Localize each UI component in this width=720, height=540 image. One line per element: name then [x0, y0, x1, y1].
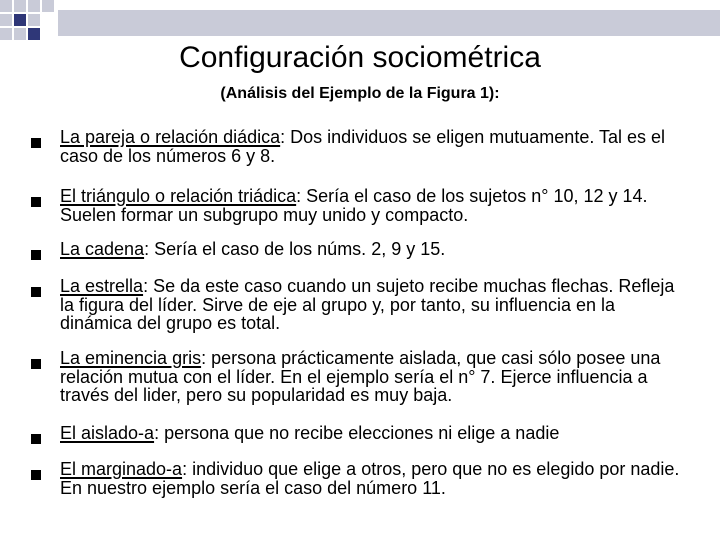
decor-square — [0, 0, 12, 12]
item-text — [60, 240, 685, 259]
item-text — [60, 460, 685, 497]
item-text — [60, 187, 685, 224]
item-term: La estrella — [60, 276, 144, 296]
bullet-square-icon — [31, 287, 41, 297]
decor-square — [14, 28, 26, 40]
item-term: El triángulo o relación triádica — [60, 186, 297, 206]
item-text — [60, 277, 685, 333]
decor-square — [28, 14, 40, 26]
header-bar — [58, 10, 720, 36]
item-term: La pareja o relación diádica — [60, 127, 281, 147]
item-text — [60, 128, 685, 165]
decor-square — [14, 14, 26, 26]
bullet-square-icon — [31, 470, 41, 480]
bullet-square-icon — [31, 138, 41, 148]
decor-square — [28, 0, 40, 12]
bullet-square-icon — [31, 434, 41, 444]
item-text — [60, 424, 685, 443]
decor-square — [14, 0, 26, 12]
item-term: La cadena — [60, 239, 145, 259]
decor-square — [42, 0, 54, 12]
decor-square — [28, 28, 40, 40]
item-term: El aislado-a — [60, 423, 155, 443]
slide-subtitle: (Análisis del Ejemplo de la Figura 1): — [220, 85, 500, 102]
item-description: : Sería el caso de los núms. 2, 9 y 15. — [144, 239, 446, 259]
item-description: : persona que no recibe elecciones ni elige a nadie — [154, 423, 560, 443]
bullet-square-icon — [31, 197, 41, 207]
item-description: : individuo que elige a otros, pero que no es elegido por nadie. En nuestro ejemplo sería el caso del número 11. — [60, 459, 680, 498]
item-description: : Sería el caso de los sujetos n° 10, 12 y 14. Suelen formar un subgrupo muy unido y compacto. — [60, 186, 648, 225]
header-decoration — [0, 0, 720, 44]
decor-square — [0, 28, 12, 40]
item-description: : Se da este caso cuando un sujeto recibe muchas flechas. Refleja la figura del líder. Sirve de eje al grupo y, por tanto, su influencia en la dinámica del grupo es total. — [60, 276, 675, 333]
item-text — [60, 349, 685, 405]
bullet-square-icon — [31, 359, 41, 369]
item-term: El marginado-a — [60, 459, 183, 479]
item-description: : Dos individuos se eligen mutuamente. Tal es el caso de los números 6 y 8. — [60, 127, 666, 166]
bullet-square-icon — [31, 250, 41, 260]
decor-square — [0, 14, 12, 26]
slide-title: Configuración sociométrica — [179, 41, 541, 74]
item-term: La eminencia gris — [60, 348, 202, 368]
item-description: : persona prácticamente aislada, que casi sólo posee una relación mutua con el líder. En el ejemplo sería el n° 7. Ejerce influencia a través del lider, pero su popularidad es muy baja. — [60, 348, 661, 405]
